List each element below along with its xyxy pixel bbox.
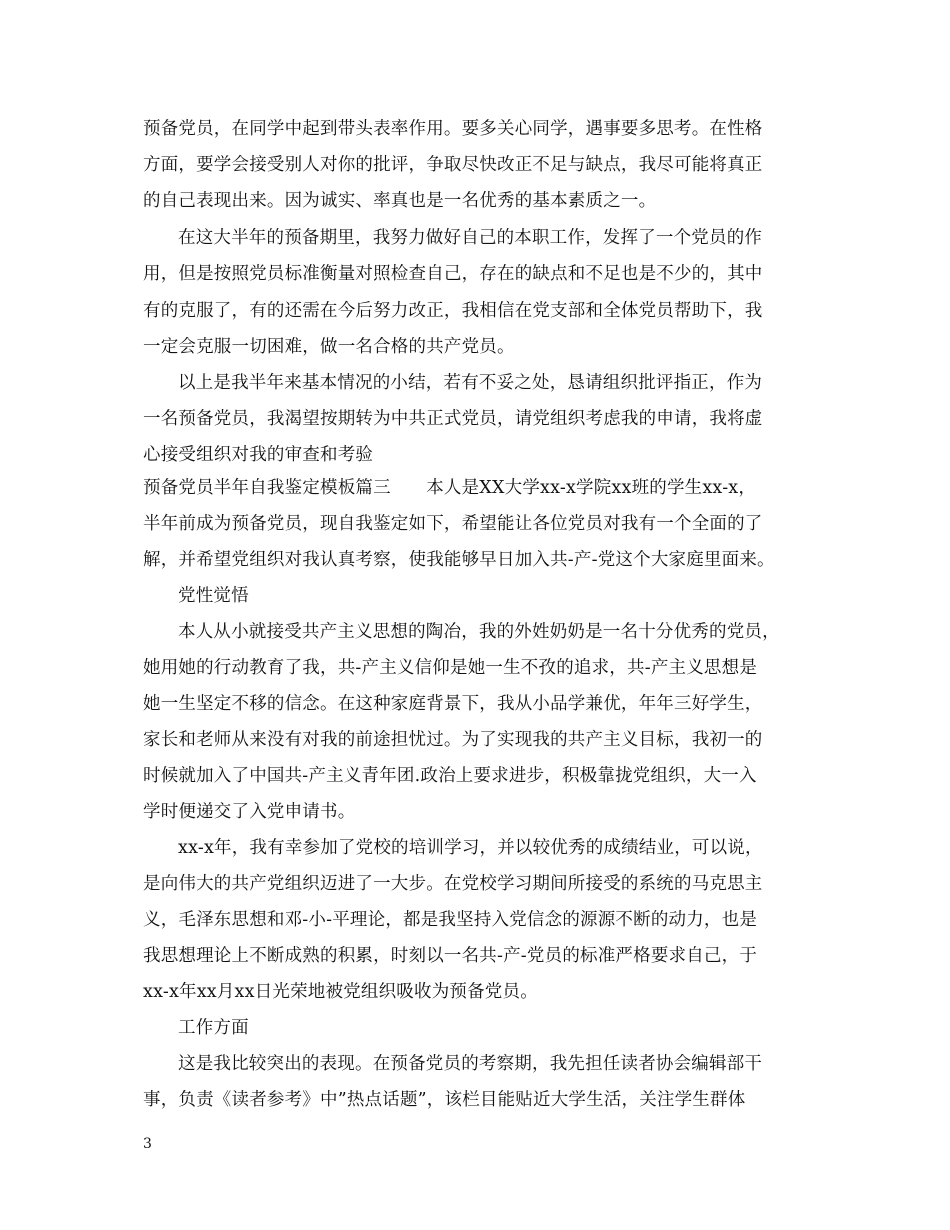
text-line: 义，毛泽东思想和邓-小-平理论，都是我坚持入党信念的源源不断的动力，也是 [143,910,758,930]
section-title-line: 预备党员半年自我鉴定模板篇三 本人是XX大学xx-x学院xx班的学生xx-x， [143,478,757,498]
text-line: 学时便递交了入党申请书。 [143,802,356,822]
text-line: 她一生坚定不移的信念。在这种家庭背景下，我从小品学兼优，年年三好学生， [143,694,763,714]
page-number: 3 [143,1136,152,1152]
text-line: 家长和老师从来没有对我的前途担忧过。为了实现我的共产主义目标，我初一的 [143,730,763,750]
paragraph-start-line: xx-x年，我有幸参加了党校的培训学习，并以较优秀的成绩结业，可以说， [178,838,763,858]
text-line: 的自己表现出来。因为诚实、率真也是一名优秀的基本素质之一。 [143,191,657,211]
paragraph-start-line: 以上是我半年来基本情况的小结，若有不妥之处，恳请组织批评指正，作为 [178,373,763,393]
text-line: 有的克服了，有的还需在今后努力改正，我相信在党支部和全体党员帮助下，我 [143,301,763,321]
text-line: 我思想理论上不断成熟的积累，时刻以一名共-产-党员的标准严格要求自己，于 [143,946,758,966]
text-line: 心接受组织对我的审查和考验 [143,445,374,465]
text-line: 预备党员，在同学中起到带头表率作用。要多关心同学，遇事要多思考。在性格 [143,119,763,139]
text-line: xx-x年xx月xx日光荣地被党组织吸收为预备党员。 [143,982,538,1002]
text-line: 解，并希望党组织对我认真考察，使我能够早日加入共-产-党这个大家庭里面来。 [143,550,775,570]
text-line: 她用她的行动教育了我，共-产主义信仰是她一生不孜的追求，共-产主义思想是 [143,658,758,678]
paragraph-start-line: 这是我比较突出的表现。在预备党员的考察期，我先担任读者协会编辑部干 [178,1054,763,1074]
subheading-work: 工作方面 [178,1018,249,1038]
text-line: 用，但是按照党员标准衡量对照检查自己，存在的缺点和不足也是不少的，其中 [143,264,763,284]
text-line: 方面，要学会接受别人对你的批评，争取尽快改正不足与缺点，我尽可能将真正 [143,155,763,175]
subheading-party-awareness: 党性觉悟 [178,586,249,606]
text-line: 一定会克服一切困难，做一名合格的共产党员。 [143,337,515,357]
text-line: 时候就加入了中国共-产主义青年团.政治上要求进步，积极靠拢党组织，大一入 [143,766,757,786]
text-line: 事，负责《读者参考》中”热点话题”，该栏目能贴近大学生活，关注学生群体 [143,1090,746,1110]
paragraph-start-line: 本人从小就接受共产主义思想的陶冶，我的外姓奶奶是一名十分优秀的党员， [178,622,780,642]
paragraph-start-line: 在这大半年的预备期里，我努力做好自己的本职工作，发挥了一个党员的作 [178,228,763,248]
text-line: 是向伟大的共产党组织迈进了一大步。在党校学习期间所接受的系统的马克思主 [143,874,763,894]
text-line: 一名预备党员，我渴望按期转为中共正式党员，请党组织考虑我的申请，我将虚 [143,409,763,429]
text-line: 半年前成为预备党员，现自我鉴定如下，希望能让各位党员对我有一个全面的了 [143,514,763,534]
